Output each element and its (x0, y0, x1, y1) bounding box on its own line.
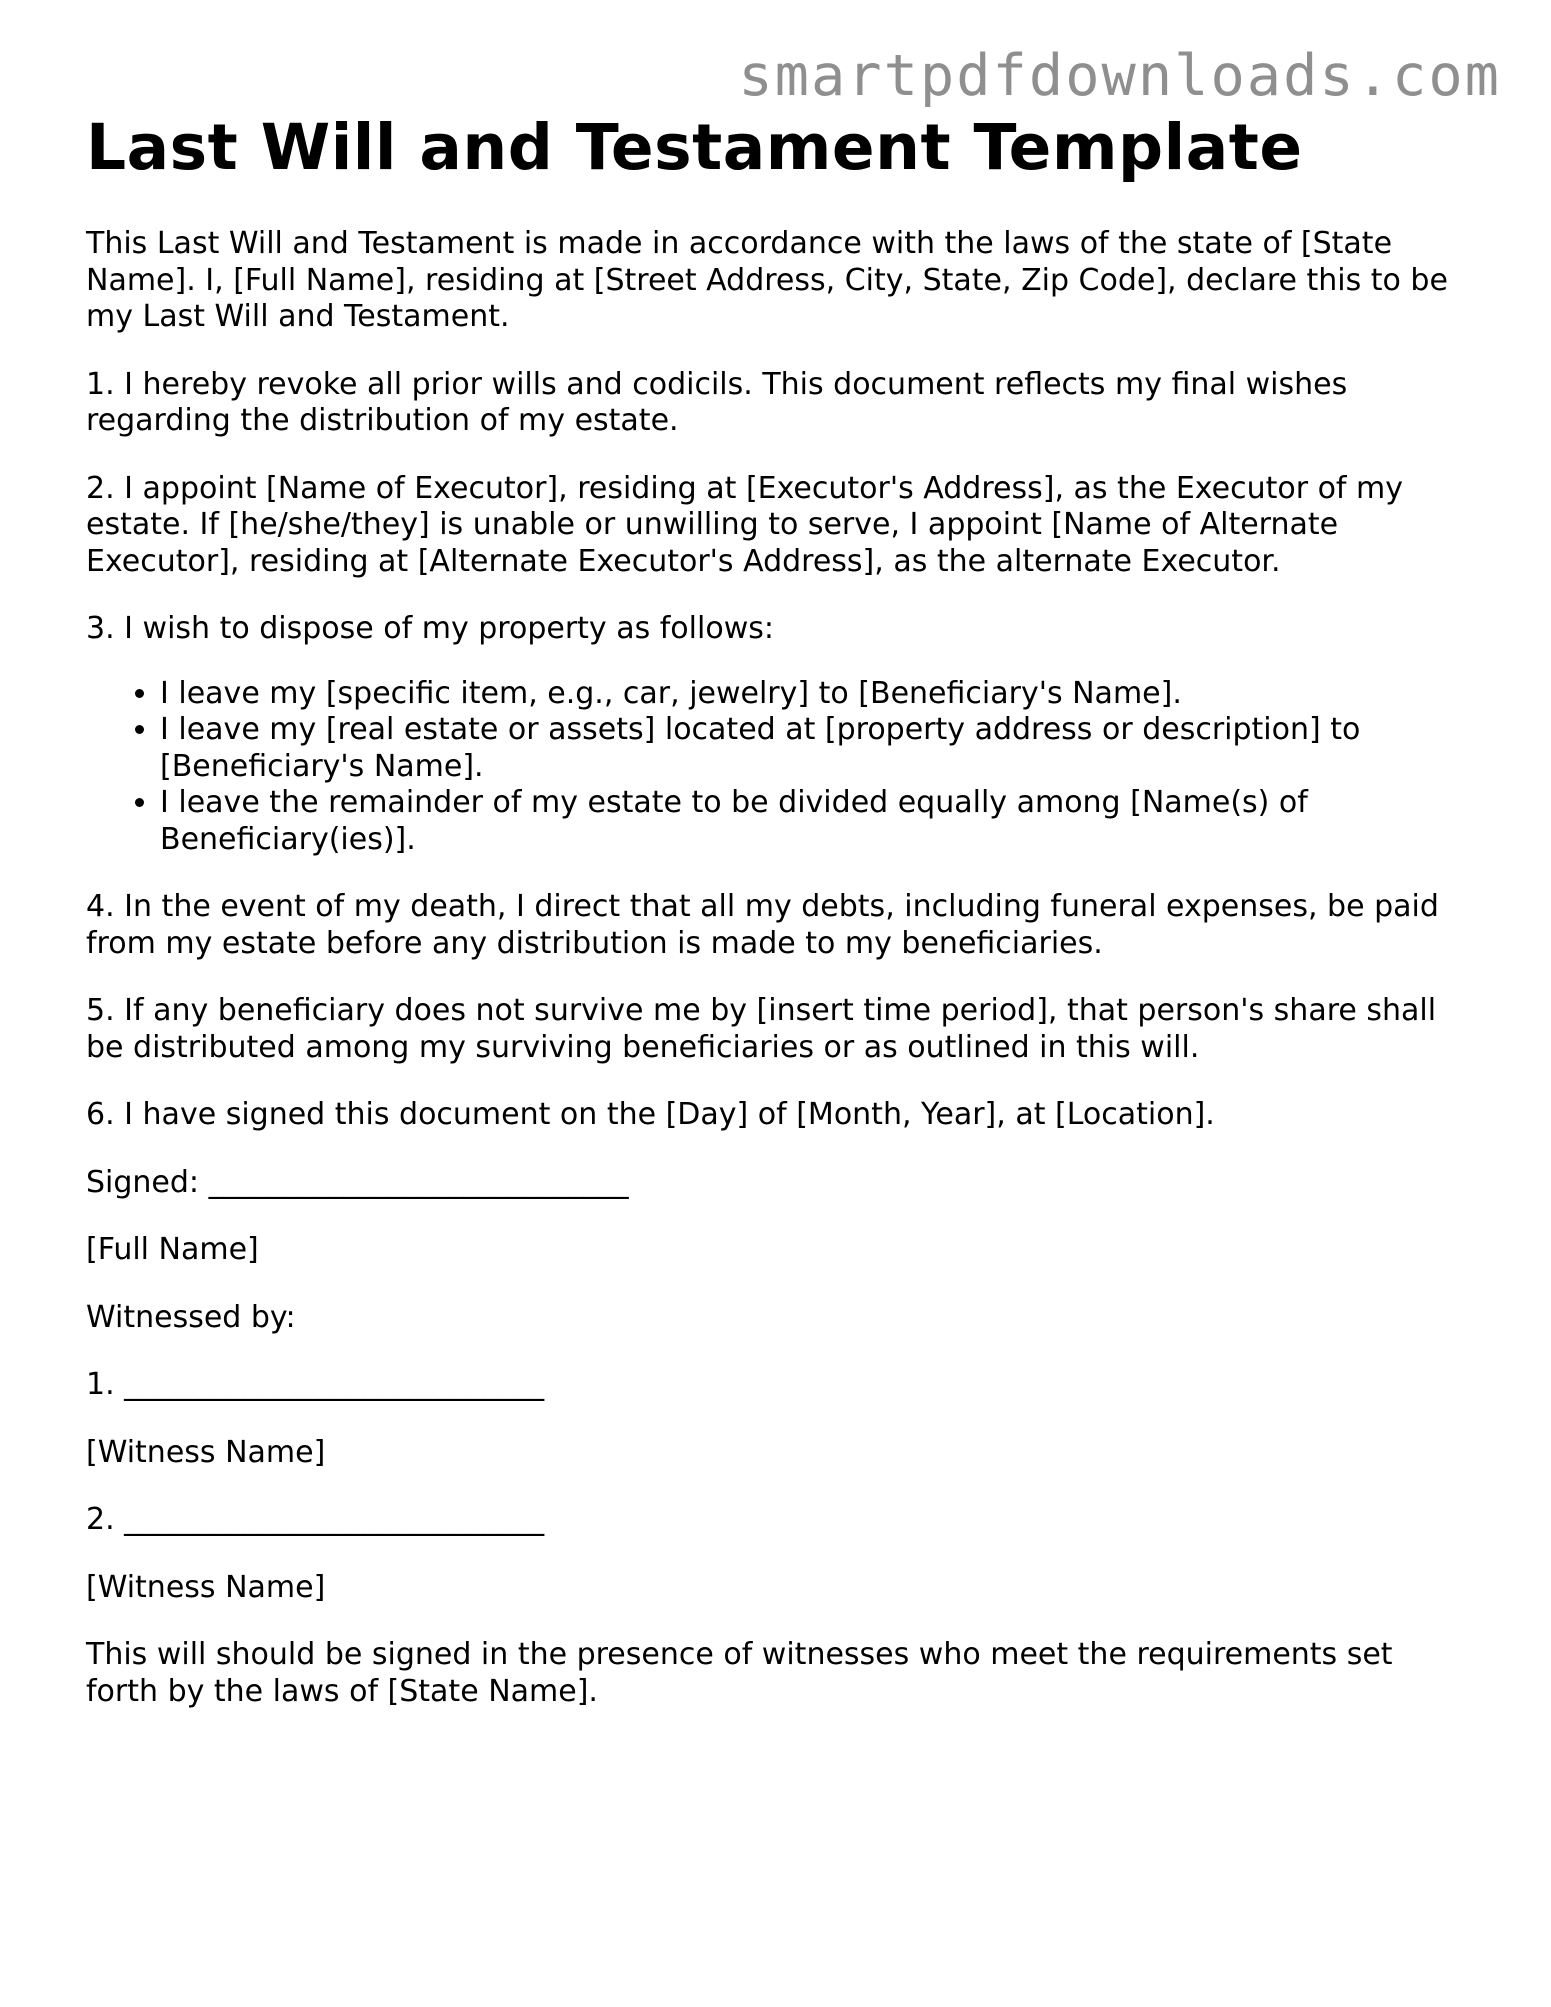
clause-4: 4. In the event of my death, I direct that all my debts, including funeral expenses, be paid from my estate before any distribution is made to my beneficiaries. (86, 889, 1439, 961)
witness-2-name: [Witness Name] (86, 1569, 326, 1605)
witness-1-line: 1. ____________________________ (86, 1367, 545, 1402)
document-title: Last Will and Testament Template (86, 111, 1303, 184)
witnessed-by-label: Witnessed by: (86, 1299, 296, 1335)
intro-paragraph: This Last Will and Testament is made in accordance with the laws of the state of [State Name]. I, [Full Name], residing at [Street Address, City, State, Zip Code], declare this to be my Last Will and Testament. (86, 226, 1448, 334)
clause-6: 6. I have signed this document on the [Day] of [Month, Year], at [Location]. (86, 1097, 1215, 1132)
clause-5: 5. If any beneficiary does not survive me by [insert time period], that person's share shall be distributed among my surviving beneficiaries or as outlined in this will. (86, 993, 1437, 1065)
clause-2: 2. I appoint [Name of Executor], residing at [Executor's Address], as the Executor of my estate. If [he/she/they] is unable or unwilling to serve, I appoint [Name of Alternate Executor], residing at [Alternate Executor's Address], as the alternate Executor. (86, 470, 1403, 579)
bequest-item: • I leave my [real estate or assets] located at [property address or description] to [Beneficiary's Name]. (160, 712, 1466, 785)
bequest-item: • I leave the remainder of my estate to be divided equally among [Name(s) of Beneficiary(ies)]. (160, 785, 1466, 858)
document-page (86, 108, 1466, 1741)
clause-3: 3. I wish to dispose of my property as follows: (86, 611, 774, 646)
clause-1: 1. I hereby revoke all prior wills and codicils. This document reflects my final wishes regarding the distribution of my estate. (86, 366, 1348, 438)
watermark: smartpdfdownloads.com (738, 43, 1501, 109)
witness-1-name: [Witness Name] (86, 1434, 326, 1470)
signature-line: Signed: ____________________________ (86, 1164, 629, 1200)
closing-paragraph: This will should be signed in the presence of witnesses who meet the requirements set forth by the laws of [State Name]. (86, 1637, 1393, 1709)
bequest-list (86, 676, 1466, 859)
bequest-item: • I leave my [specific item, e.g., car, jewelry] to [Beneficiary's Name]. (160, 676, 1466, 713)
witness-2-line: 2. ____________________________ (86, 1502, 545, 1537)
signer-name: [Full Name] (86, 1232, 259, 1267)
